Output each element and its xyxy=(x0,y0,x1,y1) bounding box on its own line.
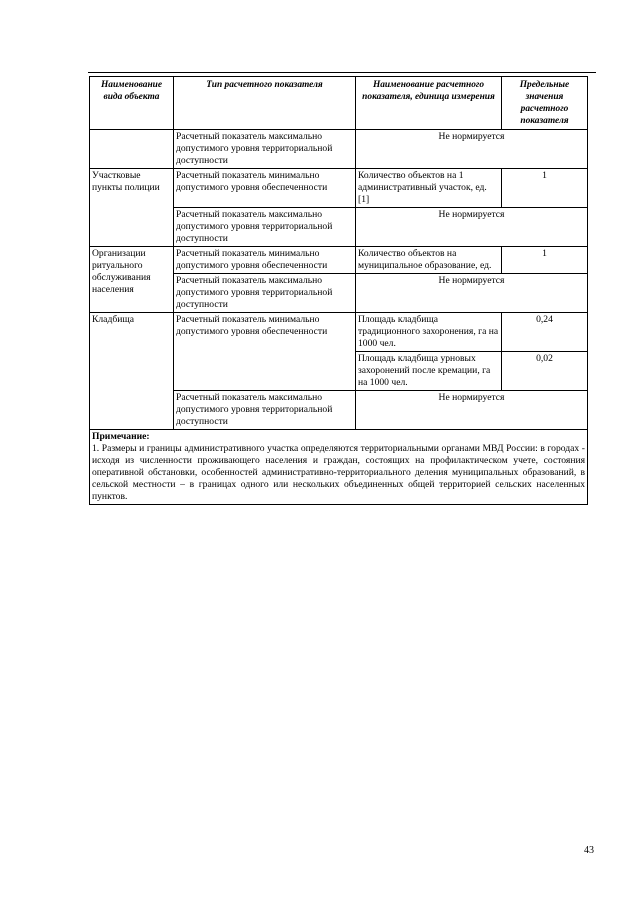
indicator-type-cell: Расчетный показатель минимально допустимого уровня обеспеченности xyxy=(174,313,356,391)
table-row xyxy=(90,130,588,169)
table-row xyxy=(90,247,588,274)
indicator-type-cell: Расчетный показатель максимально допустимого уровня территориальной доступности xyxy=(174,391,356,430)
limit-value-cell: 1 xyxy=(502,247,588,274)
limit-value-cell: 1 xyxy=(502,169,588,208)
not-normalized-cell: Не нормируется xyxy=(356,391,588,430)
page-number: 43 xyxy=(584,845,594,856)
indicator-name-cell: Площадь кладбища урновых захоронений после кремации, га на 1000 чел. xyxy=(356,352,502,391)
header-indicator-name: Наименование расчетного показателя, единица измерения xyxy=(356,77,502,130)
indicators-table xyxy=(89,76,588,505)
limit-value-cell: 0,02 xyxy=(502,352,588,391)
indicator-name-cell: Количество объектов на 1 административный участок, ед. [1] xyxy=(356,169,502,208)
note-cell xyxy=(90,430,588,505)
object-cell xyxy=(90,130,174,169)
note-row xyxy=(90,430,588,505)
indicator-type-cell: Расчетный показатель максимально допустимого уровня территориальной доступности xyxy=(174,274,356,313)
indicator-type-cell: Расчетный показатель максимально допустимого уровня территориальной доступности xyxy=(174,208,356,247)
object-cell: Кладбища xyxy=(90,313,174,430)
indicator-type-cell: Расчетный показатель максимально допустимого уровня территориальной доступности xyxy=(174,130,356,169)
indicator-type-cell: Расчетный показатель минимально допустимого уровня обеспеченности xyxy=(174,247,356,274)
indicator-name-cell: Количество объектов на муниципальное образование, ед. xyxy=(356,247,502,274)
table-row xyxy=(90,169,588,208)
limit-value-cell: 0,24 xyxy=(502,313,588,352)
header-limit-values: Предельные значения расчетного показателя xyxy=(502,77,588,130)
object-cell: Организации ритуального обслуживания населения xyxy=(90,247,174,313)
not-normalized-cell: Не нормируется xyxy=(356,274,588,313)
not-normalized-cell: Не нормируется xyxy=(356,208,588,247)
object-cell: Участковые пункты полиции xyxy=(90,169,174,247)
header-row xyxy=(90,77,588,130)
not-normalized-cell: Не нормируется xyxy=(356,130,588,169)
header-indicator-type: Тип расчетного показателя xyxy=(174,77,356,130)
header-object-kind: Наименование вида объекта xyxy=(90,77,174,130)
indicator-name-cell: Площадь кладбища традиционного захоронения, га на 1000 чел. xyxy=(356,313,502,352)
table-row xyxy=(90,313,588,352)
note-title: Примечание: xyxy=(92,431,150,442)
top-rule xyxy=(88,72,596,73)
note-text: 1. Размеры и границы административного участка определяются территориальными органами МВД России: в городах - исходя из численности проживающего населения и граждан, состоящих на профилактическом учете, состояния оперативной обстановки, особенностей административно-территориального деления муниципальных образований, в сельской местности – в границах одного или нескольких объединенных общей территорией сельских населенных пунктов. xyxy=(92,443,585,502)
indicator-type-cell: Расчетный показатель минимально допустимого уровня обеспеченности xyxy=(174,169,356,208)
